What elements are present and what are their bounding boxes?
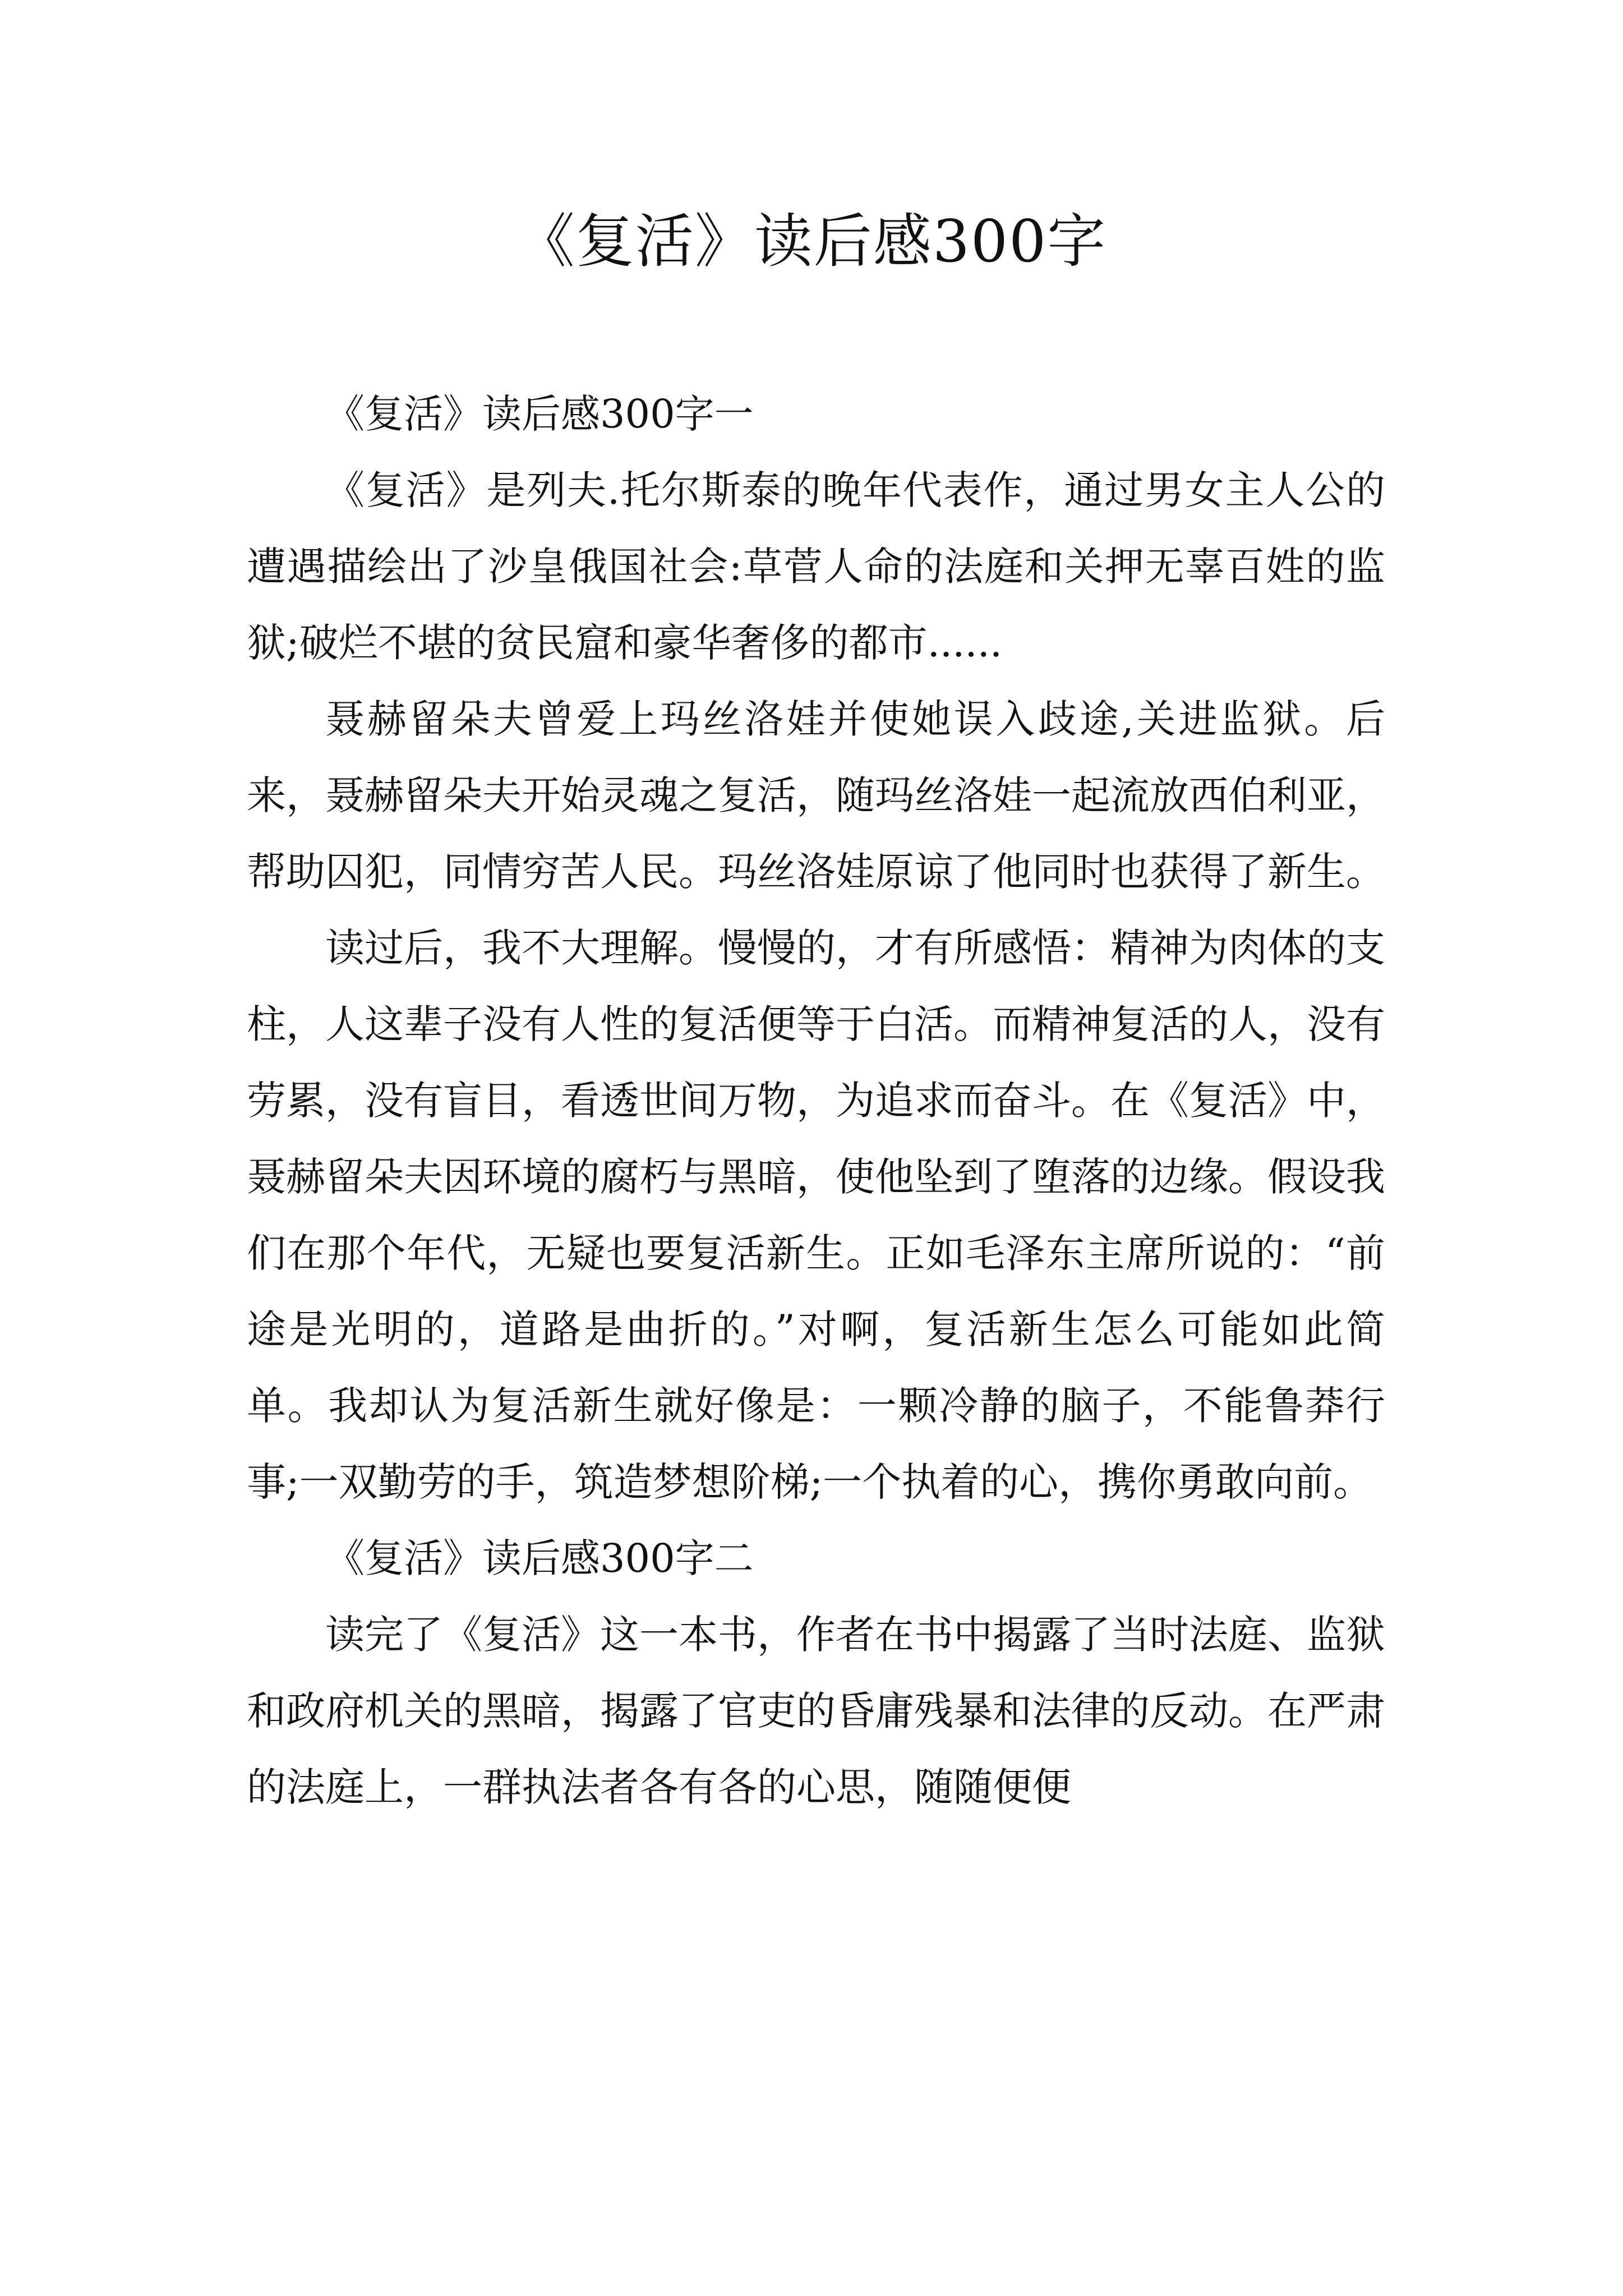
paragraph: 读过后，我不大理解。慢慢的，才有所感悟：精神为肉体的支柱，人这辈子没有人性的复活便等于白活。而精神复活的人，没有劳累，没有盲目，看透世间万物，为追求而奋斗。在《复活》中，聂赫留朵夫因环境的腐朽与黑暗，使他坠到了堕落的边缘。假设我们在那个年代，无疑也要复活新生。正如毛泽东主席所说的：“前途是光明的，道路是曲折的。”对啊，复活新生怎么可能如此简单。我却认为复活新生就好像是：一颗冷静的脑子，不能鲁莽行事;一双勤劳的手，筑造梦想阶梯;一个执着的心，携你勇敢向前。 — [247, 925, 1385, 1505]
section-heading-one: 《复活》读后感300字一 — [325, 391, 754, 437]
document-body — [247, 376, 1385, 1825]
paragraph: 聂赫留朵夫曾爱上玛丝洛娃并使她误入歧途,关进监狱。后来，聂赫留朵夫开始灵魂之复活，随玛丝洛娃一起流放西伯利亚，帮助囚犯，同情穷苦人民。玛丝洛娃原谅了他同时也获得了新生。 — [247, 696, 1385, 895]
section-heading-two: 《复活》读后感300字二 — [325, 1535, 754, 1581]
paragraph: 《复活》是列夫.托尔斯泰的晚年代表作，通过男女主人公的遭遇描绘出了沙皇俄国社会:草菅人命的法庭和关押无辜百姓的监狱;破烂不堪的贫民窟和豪华奢侈的都市...... — [247, 467, 1385, 666]
paragraph: 读完了《复活》这一本书，作者在书中揭露了当时法庭、监狱和政府机关的黑暗，揭露了官吏的昏庸残暴和法律的反动。在严肃的法庭上，一群执法者各有各的心思，随随便便 — [247, 1612, 1385, 1810]
document-title: 《复活》读后感300字 — [516, 207, 1107, 275]
